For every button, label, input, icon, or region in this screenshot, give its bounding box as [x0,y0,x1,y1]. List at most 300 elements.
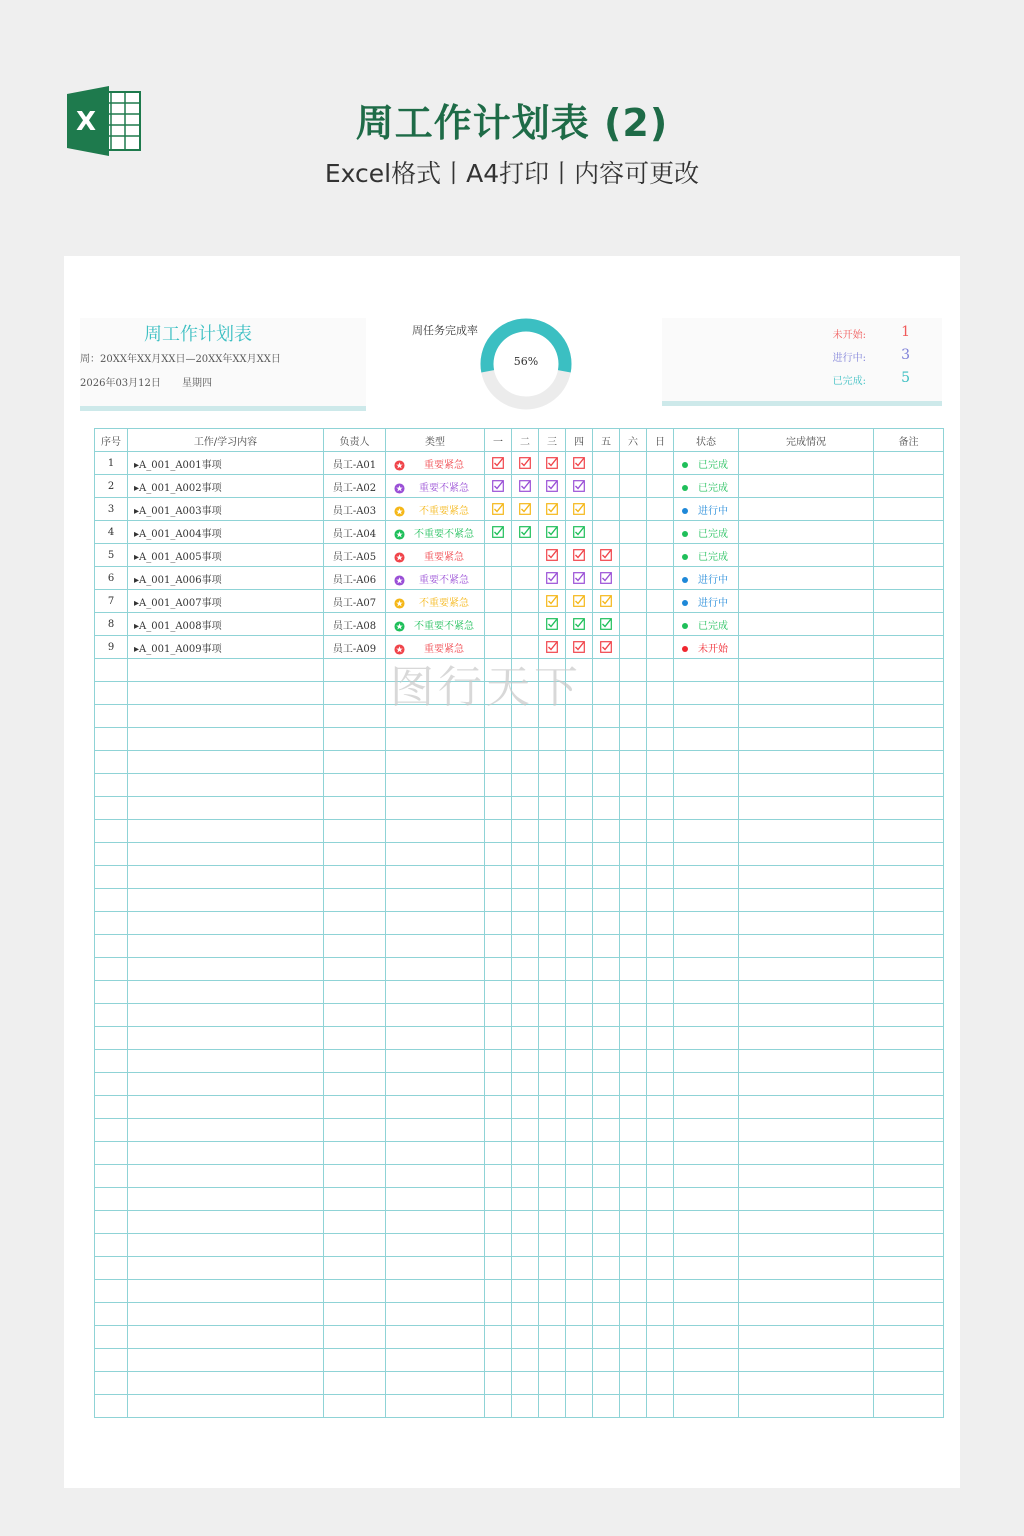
cell[interactable] [593,1234,620,1257]
completion-cell[interactable] [739,544,874,567]
cell[interactable] [386,1142,485,1165]
cell[interactable] [620,820,647,843]
remark-cell[interactable] [874,590,944,613]
cell[interactable] [95,1326,128,1349]
checkbox-checked-icon[interactable] [600,550,612,561]
type-cell[interactable] [386,590,485,613]
checkbox-checked-icon[interactable] [546,550,558,561]
cell[interactable] [874,1395,944,1418]
cell[interactable] [95,912,128,935]
cell[interactable] [566,912,593,935]
cell[interactable] [324,705,386,728]
cell[interactable] [566,935,593,958]
owner-cell[interactable]: 员工-A04 [324,521,386,544]
owner-cell[interactable]: 员工-A07 [324,590,386,613]
checkbox-checked-icon[interactable] [573,573,585,584]
day-check-cell[interactable] [647,498,674,521]
cell[interactable] [647,866,674,889]
cell[interactable] [386,1096,485,1119]
cell[interactable] [95,728,128,751]
cell[interactable] [739,659,874,682]
cell[interactable] [128,1372,324,1395]
cell[interactable] [739,1303,874,1326]
cell[interactable] [620,705,647,728]
cell[interactable] [512,1027,539,1050]
cell[interactable] [95,889,128,912]
cell[interactable] [386,1050,485,1073]
cell[interactable] [647,1349,674,1372]
cell[interactable] [739,1372,874,1395]
cell[interactable] [874,774,944,797]
cell[interactable] [620,1257,647,1280]
cell[interactable] [95,1188,128,1211]
cell[interactable] [324,1211,386,1234]
cell[interactable] [593,1096,620,1119]
owner-cell[interactable]: 员工-A05 [324,544,386,567]
cell[interactable] [874,866,944,889]
content-cell[interactable]: ▸A_001_A005事项 [128,544,324,567]
status-cell[interactable] [674,475,739,498]
cell[interactable] [324,1119,386,1142]
cell[interactable] [95,1142,128,1165]
cell[interactable] [620,1027,647,1050]
cell[interactable] [539,1165,566,1188]
cell[interactable] [674,843,739,866]
remark-cell[interactable] [874,544,944,567]
checkbox-checked-icon[interactable] [573,619,585,630]
cell[interactable] [739,751,874,774]
cell[interactable] [324,1280,386,1303]
cell[interactable] [128,1188,324,1211]
type-cell[interactable] [386,544,485,567]
cell[interactable] [647,1372,674,1395]
cell[interactable] [674,1280,739,1303]
day-check-cell[interactable] [620,590,647,613]
cell[interactable] [386,820,485,843]
cell[interactable] [739,1073,874,1096]
cell[interactable] [620,751,647,774]
cell[interactable] [647,1234,674,1257]
day-check-cell[interactable] [485,498,512,521]
cell[interactable] [539,797,566,820]
cell[interactable] [739,843,874,866]
cell[interactable] [739,728,874,751]
cell[interactable] [512,981,539,1004]
cell[interactable] [674,981,739,1004]
cell[interactable] [324,981,386,1004]
cell[interactable] [647,1119,674,1142]
cell[interactable] [324,1326,386,1349]
cell[interactable] [593,705,620,728]
cell[interactable] [739,889,874,912]
cell[interactable] [647,820,674,843]
cell[interactable] [620,1050,647,1073]
day-check-cell[interactable] [647,590,674,613]
cell[interactable] [386,1073,485,1096]
cell[interactable] [647,1096,674,1119]
cell[interactable] [324,1165,386,1188]
cell[interactable] [620,889,647,912]
cell[interactable] [386,981,485,1004]
cell[interactable] [874,659,944,682]
cell[interactable] [566,958,593,981]
day-check-cell[interactable] [485,567,512,590]
cell[interactable] [324,1257,386,1280]
cell[interactable] [674,1096,739,1119]
cell[interactable] [593,1211,620,1234]
day-check-cell[interactable] [485,475,512,498]
cell[interactable] [95,1303,128,1326]
cell[interactable] [593,774,620,797]
day-check-cell[interactable] [647,613,674,636]
cell[interactable] [95,1165,128,1188]
day-check-cell[interactable] [566,544,593,567]
cell[interactable] [95,659,128,682]
row-number-cell[interactable]: 7 [95,590,128,613]
cell[interactable] [874,1211,944,1234]
completion-cell[interactable] [739,567,874,590]
remark-cell[interactable] [874,452,944,475]
cell[interactable] [674,774,739,797]
cell[interactable] [739,866,874,889]
cell[interactable] [620,1395,647,1418]
cell[interactable] [512,1096,539,1119]
cell[interactable] [386,1211,485,1234]
cell[interactable] [386,1257,485,1280]
day-check-cell[interactable] [647,636,674,659]
cell[interactable] [620,981,647,1004]
cell[interactable] [674,797,739,820]
cell[interactable] [874,728,944,751]
cell[interactable] [674,1349,739,1372]
cell[interactable] [128,866,324,889]
cell[interactable] [539,1372,566,1395]
cell[interactable] [539,1142,566,1165]
cell[interactable] [620,1004,647,1027]
cell[interactable] [593,1073,620,1096]
cell[interactable] [512,866,539,889]
day-check-cell[interactable] [539,521,566,544]
cell[interactable] [95,1395,128,1418]
cell[interactable] [647,912,674,935]
cell[interactable] [95,981,128,1004]
cell[interactable] [620,1165,647,1188]
cell[interactable] [566,1326,593,1349]
cell[interactable] [647,1211,674,1234]
cell[interactable] [566,774,593,797]
day-check-cell[interactable] [485,521,512,544]
cell[interactable] [539,820,566,843]
cell[interactable] [874,958,944,981]
cell[interactable] [95,682,128,705]
remark-cell[interactable] [874,498,944,521]
cell[interactable] [485,1096,512,1119]
cell[interactable] [539,1349,566,1372]
cell[interactable] [386,1027,485,1050]
checkbox-checked-icon[interactable] [573,504,585,515]
cell[interactable] [512,1326,539,1349]
cell[interactable] [539,1211,566,1234]
cell[interactable] [593,1372,620,1395]
cell[interactable] [647,889,674,912]
cell[interactable] [593,843,620,866]
cell[interactable] [566,820,593,843]
cell[interactable] [647,1395,674,1418]
checkbox-checked-icon[interactable] [546,481,558,492]
cell[interactable] [128,1211,324,1234]
cell[interactable] [485,958,512,981]
cell[interactable] [512,843,539,866]
remark-cell[interactable] [874,567,944,590]
cell[interactable] [874,1096,944,1119]
status-cell[interactable] [674,613,739,636]
cell[interactable] [95,1234,128,1257]
day-check-cell[interactable] [539,452,566,475]
cell[interactable] [128,981,324,1004]
cell[interactable] [674,728,739,751]
cell[interactable] [739,1280,874,1303]
cell[interactable] [324,1234,386,1257]
cell[interactable] [95,1372,128,1395]
cell[interactable] [593,797,620,820]
cell[interactable] [739,705,874,728]
cell[interactable] [512,1165,539,1188]
cell[interactable] [128,1257,324,1280]
cell[interactable] [647,728,674,751]
remark-cell[interactable] [874,636,944,659]
checkbox-checked-icon[interactable] [519,458,531,469]
cell[interactable] [739,958,874,981]
cell[interactable] [647,1027,674,1050]
cell[interactable] [620,1188,647,1211]
cell[interactable] [386,1303,485,1326]
checkbox-checked-icon[interactable] [492,504,504,515]
cell[interactable] [647,1004,674,1027]
cell[interactable] [739,1211,874,1234]
cell[interactable] [539,774,566,797]
cell[interactable] [128,659,324,682]
cell[interactable] [620,1372,647,1395]
owner-cell[interactable]: 员工-A09 [324,636,386,659]
cell[interactable] [874,1073,944,1096]
cell[interactable] [386,1165,485,1188]
cell[interactable] [539,1257,566,1280]
cell[interactable] [674,1142,739,1165]
cell[interactable] [386,1004,485,1027]
cell[interactable] [386,728,485,751]
owner-cell[interactable]: 员工-A02 [324,475,386,498]
cell[interactable] [128,682,324,705]
cell[interactable] [485,1303,512,1326]
cell[interactable] [128,1004,324,1027]
cell[interactable] [674,1211,739,1234]
cell[interactable] [674,1326,739,1349]
cell[interactable] [566,1372,593,1395]
cell[interactable] [324,1142,386,1165]
cell[interactable] [620,1326,647,1349]
cell[interactable] [593,1326,620,1349]
cell[interactable] [485,1395,512,1418]
cell[interactable] [95,958,128,981]
cell[interactable] [647,797,674,820]
cell[interactable] [593,1004,620,1027]
day-check-cell[interactable] [485,544,512,567]
cell[interactable] [647,774,674,797]
cell[interactable] [593,751,620,774]
day-check-cell[interactable] [512,544,539,567]
cell[interactable] [128,1349,324,1372]
cell[interactable] [485,797,512,820]
cell[interactable] [386,889,485,912]
day-check-cell[interactable] [512,475,539,498]
cell[interactable] [620,797,647,820]
cell[interactable] [95,843,128,866]
cell[interactable] [512,1280,539,1303]
cell[interactable] [674,1004,739,1027]
cell[interactable] [620,958,647,981]
cell[interactable] [485,843,512,866]
cell[interactable] [95,751,128,774]
cell[interactable] [566,1027,593,1050]
cell[interactable] [324,1303,386,1326]
cell[interactable] [128,1096,324,1119]
cell[interactable] [539,1050,566,1073]
row-number-cell[interactable]: 2 [95,475,128,498]
cell[interactable] [512,797,539,820]
day-check-cell[interactable] [620,521,647,544]
cell[interactable] [128,1326,324,1349]
cell[interactable] [324,1096,386,1119]
cell[interactable] [128,1395,324,1418]
cell[interactable] [874,820,944,843]
cell[interactable] [485,774,512,797]
cell[interactable] [620,659,647,682]
cell[interactable] [647,1303,674,1326]
day-check-cell[interactable] [539,475,566,498]
cell[interactable] [95,866,128,889]
checkbox-checked-icon[interactable] [600,642,612,653]
day-check-cell[interactable] [647,521,674,544]
cell[interactable] [128,843,324,866]
cell[interactable] [593,1050,620,1073]
cell[interactable] [674,751,739,774]
cell[interactable] [324,889,386,912]
day-check-cell[interactable] [593,567,620,590]
cell[interactable] [95,1050,128,1073]
cell[interactable] [739,1050,874,1073]
cell[interactable] [674,659,739,682]
cell[interactable] [739,1027,874,1050]
cell[interactable] [539,1004,566,1027]
type-cell[interactable] [386,613,485,636]
day-check-cell[interactable] [593,613,620,636]
day-check-cell[interactable] [512,590,539,613]
owner-cell[interactable]: 员工-A08 [324,613,386,636]
completion-cell[interactable] [739,521,874,544]
cell[interactable] [128,1142,324,1165]
cell[interactable] [386,1234,485,1257]
completion-cell[interactable] [739,636,874,659]
cell[interactable] [874,1119,944,1142]
cell[interactable] [95,1096,128,1119]
cell[interactable] [593,682,620,705]
cell[interactable] [647,1142,674,1165]
day-check-cell[interactable] [647,567,674,590]
day-check-cell[interactable] [593,498,620,521]
day-check-cell[interactable] [620,613,647,636]
cell[interactable] [512,751,539,774]
cell[interactable] [674,1303,739,1326]
cell[interactable] [512,774,539,797]
checkbox-checked-icon[interactable] [600,619,612,630]
cell[interactable] [566,866,593,889]
cell[interactable] [674,889,739,912]
cell[interactable] [874,751,944,774]
cell[interactable] [324,728,386,751]
cell[interactable] [485,1234,512,1257]
cell[interactable] [620,912,647,935]
cell[interactable] [647,1257,674,1280]
cell[interactable] [485,866,512,889]
day-check-cell[interactable] [566,498,593,521]
cell[interactable] [539,751,566,774]
cell[interactable] [739,935,874,958]
cell[interactable] [485,728,512,751]
checkbox-checked-icon[interactable] [546,619,558,630]
cell[interactable] [539,981,566,1004]
checkbox-checked-icon[interactable] [573,550,585,561]
checkbox-checked-icon[interactable] [546,573,558,584]
cell[interactable] [95,935,128,958]
cell[interactable] [566,1073,593,1096]
cell[interactable] [739,820,874,843]
remark-cell[interactable] [874,521,944,544]
cell[interactable] [512,1142,539,1165]
cell[interactable] [647,935,674,958]
content-cell[interactable]: ▸A_001_A001事项 [128,452,324,475]
cell[interactable] [485,751,512,774]
cell[interactable] [128,751,324,774]
cell[interactable] [566,1280,593,1303]
cell[interactable] [512,1073,539,1096]
cell[interactable] [386,958,485,981]
cell[interactable] [386,774,485,797]
cell[interactable] [874,981,944,1004]
row-number-cell[interactable]: 9 [95,636,128,659]
cell[interactable] [593,912,620,935]
checkbox-checked-icon[interactable] [573,481,585,492]
cell[interactable] [674,912,739,935]
completion-cell[interactable] [739,498,874,521]
cell[interactable] [593,866,620,889]
cell[interactable] [324,1349,386,1372]
cell[interactable] [874,1326,944,1349]
cell[interactable] [874,705,944,728]
checkbox-checked-icon[interactable] [492,481,504,492]
cell[interactable] [512,1395,539,1418]
cell[interactable] [739,1096,874,1119]
content-cell[interactable]: ▸A_001_A002事项 [128,475,324,498]
day-check-cell[interactable] [566,452,593,475]
cell[interactable] [620,728,647,751]
checkbox-checked-icon[interactable] [573,458,585,469]
day-check-cell[interactable] [593,636,620,659]
content-cell[interactable]: ▸A_001_A004事项 [128,521,324,544]
status-cell[interactable] [674,590,739,613]
cell[interactable] [593,1257,620,1280]
cell[interactable] [539,1303,566,1326]
day-check-cell[interactable] [647,475,674,498]
